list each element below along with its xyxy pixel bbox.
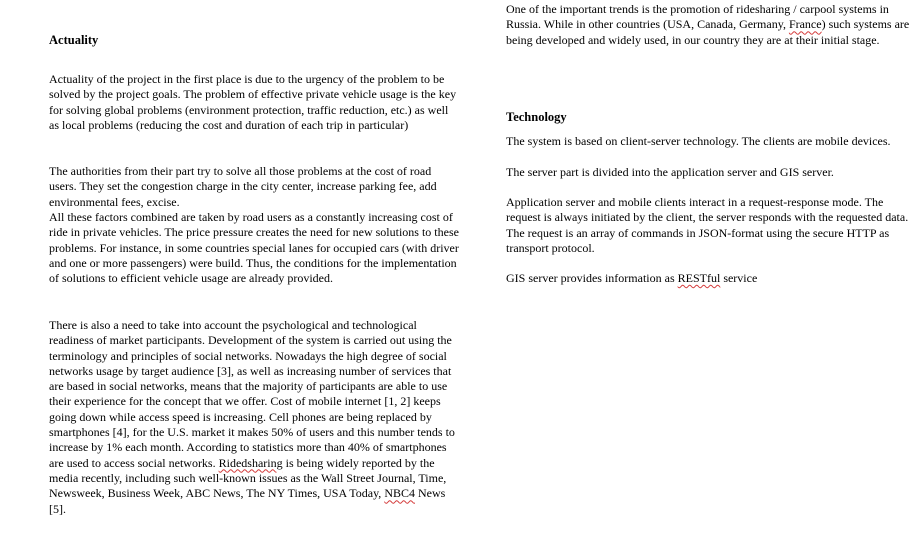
spellcheck-word-france: France	[788, 17, 822, 32]
spellcheck-word-nbc4: NBC4	[384, 486, 415, 501]
actuality-paragraph-2b: All these factors combined are taken by road users as a constantly increasing cost of ride in private vehicles. The price pressure creates the need for new solutions to these problems. For instance, in some countries special lanes for occupied cars (with driver and one or more passengers) were build. Thus, the conditions for the implementation of solutions to efficient vehicle usage are already provided.	[49, 210, 459, 286]
technology-paragraph-1: The system is based on client-server technology. The clients are mobile devices.	[506, 134, 891, 148]
trends-text-b: ) such systems are being developed and widely used, in our country they are at their initial stage.	[506, 17, 910, 47]
paragraph-3-text-c: News [5].	[49, 486, 446, 516]
actuality-paragraph-2a: The authorities from their part try to solve all those problems at the cost of road users. They set the congestion charge in the city center, increase parking fee, add environmental fees, excise.	[49, 164, 437, 209]
actuality-paragraph-1: Actuality of the project in the first place is due to the urgency of the problem to be solved by the project goals. The problem of effective private vehicle usage is the key for solving global problems (environment protection, traffic reduction, etc.) as well as local problems (reducing the cost and duration of each trip in particular)	[49, 72, 457, 132]
actuality-heading: Actuality	[49, 33, 99, 47]
trends-paragraph	[506, 2, 910, 48]
spellcheck-word-ridedsharing: Ridedsharing	[218, 455, 283, 470]
actuality-paragraph-3	[49, 318, 461, 517]
technology-paragraph-3: Application server and mobile clients interact in a request-response mode. The request is always initiated by the client, the server responds with the requested data. The request is an array of commands in JSON-format using the secure HTTP as transport protocol.	[506, 195, 909, 255]
technology-heading: Technology	[506, 110, 567, 124]
trends-text-a: One of the important trends is the promotion of ridesharing / carpool systems in Russia. While in other countries (USA, Canada, Germany,	[506, 2, 889, 32]
spellcheck-word-restful: RESTful	[677, 271, 721, 285]
gis-text-a: GIS server provides information as	[506, 271, 678, 285]
paragraph-3-text-b: is being widely reported by the media recently, including such well-known issues as the Wall Street Journal, Time, Newsweek, Business Week, ABC News, The NY Times, USA Today,	[49, 455, 447, 501]
technology-paragraph-4	[506, 271, 910, 286]
paragraph-3-text-a: There is also a need to take into account the psychological and technological readiness of market participants. Development of the system is carried out using the terminology and principles of social networks. Nowadays the high degree of social networks usage by target audience [3], as well as increasing number of services that are based in social networks, means that the majority of participants are able to use their experience for the concept that we offer. Cost of mobile internet [1, 2] keeps going down while access speed is increasing. Cell phones are being replaced by smartphones [4], for the U.S. market it makes 50% of users and this number tends to increase by 1% each month. According to statistics more than 40% of smartphones are used to access social networks.	[49, 318, 455, 470]
gis-text-b: service	[720, 271, 758, 285]
technology-paragraph-2: The server part is divided into the application server and GIS server.	[506, 165, 834, 179]
